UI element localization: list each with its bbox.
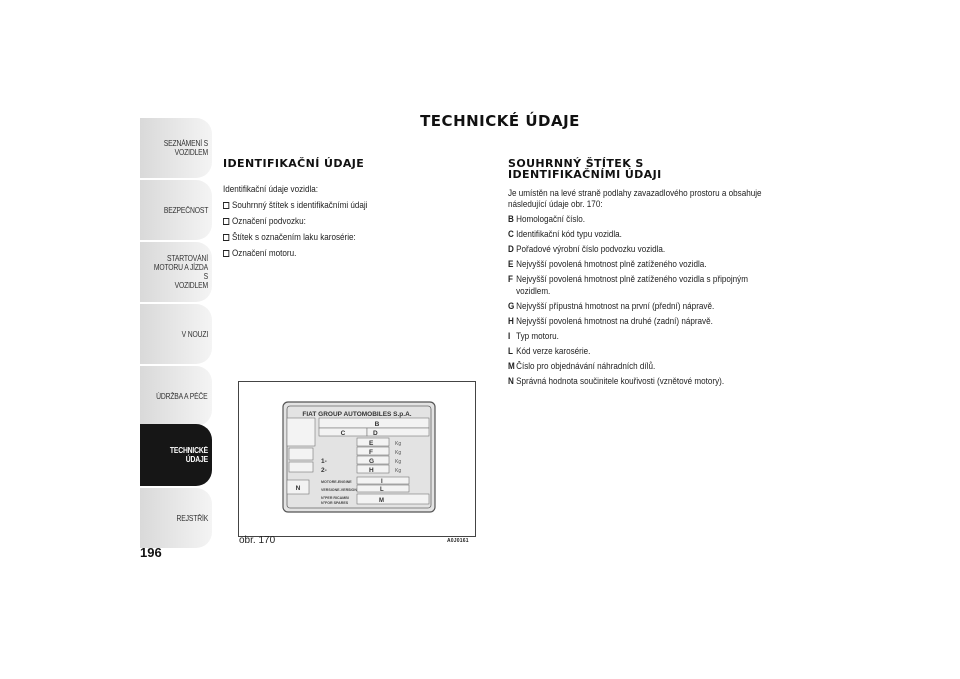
tab-label: ÚDRŽBA A PÉČE xyxy=(156,391,208,401)
checkbox-bullet-icon xyxy=(223,234,229,241)
tab-label: REJSTŘÍK xyxy=(176,513,208,523)
axle-2-label: 2- xyxy=(321,467,327,474)
intro-text: Je umístěn na levé straně podlahy zavazadlového prostoru a obsahuje následující údaje obr. 170: xyxy=(508,188,762,209)
list-item: C Identifikační kód typu vozidla. xyxy=(508,229,622,239)
plate-field-n: N xyxy=(295,485,301,492)
list-item: Souhrnný štítek s identifikačními údaji xyxy=(223,197,457,213)
checkbox-bullet-icon xyxy=(223,250,229,257)
plate-field-f: F xyxy=(369,449,373,456)
tab-udrzba[interactable] xyxy=(140,366,212,426)
unit-kg: Kg xyxy=(395,441,402,447)
tab-bezpecnost[interactable] xyxy=(140,180,212,240)
tab-label: SEZNÁMENÍ S VOZIDLEM xyxy=(163,139,208,157)
plate-field-g: G xyxy=(369,458,375,465)
figure-caption: obr. 170 xyxy=(239,535,276,546)
list-item: Označení podvozku: xyxy=(223,213,457,229)
tab-label: STARTOVÁNÍ MOTORU A JÍZDA S VOZIDLEM xyxy=(153,254,208,290)
plate-field-m: M xyxy=(379,498,384,504)
right-column xyxy=(508,158,788,387)
page-title: TECHNICKÉ ÚDAJE xyxy=(420,112,580,130)
list-item: H Nejvyšší povolená hmotnost na druhé (zadní) nápravě. xyxy=(508,316,713,326)
identification-plate-illustration xyxy=(239,382,475,536)
tab-rejstrik[interactable] xyxy=(140,488,212,548)
tab-v-nouzi[interactable] xyxy=(140,304,212,364)
list-item: Označení motoru. xyxy=(223,245,457,261)
tab-technicke-udaje[interactable] xyxy=(140,424,212,486)
plate-field-h: H xyxy=(369,467,374,474)
plate-field-d: D xyxy=(373,430,378,437)
list-item: M Číslo pro objednávání náhradních dílů. xyxy=(508,361,656,371)
intro-text: Identifikační údaje vozidla: xyxy=(223,184,319,194)
tab-label: TECHNICKÉ ÚDAJE xyxy=(169,446,208,464)
plate-field-i: I xyxy=(381,479,383,485)
tab-label: BEZPEČNOST xyxy=(163,205,208,215)
versione-label: VERSIONE-VERSION xyxy=(321,488,357,492)
figure-code: A0J0161 xyxy=(447,538,469,544)
unit-kg: Kg xyxy=(395,459,402,465)
list-item: F Nejvyšší povolená hmotnost plně zatíženého vozidla s připojným vozidlem. xyxy=(508,274,748,296)
tab-startovani[interactable] xyxy=(140,242,212,302)
list-item: N Správná hodnota součinitele kouřivosti (vznětové motory). xyxy=(508,376,725,386)
unit-kg: Kg xyxy=(395,450,402,456)
plate-field-c: C xyxy=(340,430,346,437)
figure-frame xyxy=(238,381,476,537)
tab-label: V NOUZI xyxy=(181,329,208,339)
tab-seznameni[interactable] xyxy=(140,118,212,178)
plate-field-e: E xyxy=(369,440,374,447)
plate-header: FIAT GROUP AUTOMOBILES S.p.A. xyxy=(302,411,412,418)
page-number: 196 xyxy=(140,545,162,560)
axle-1-label: 1- xyxy=(321,458,327,465)
checkbox-bullet-icon xyxy=(223,202,229,209)
ricambi-label-1: N°PER RICAMBI xyxy=(321,496,349,500)
left-column xyxy=(223,158,483,261)
motore-label: MOTORE-ENGINE xyxy=(321,480,352,484)
list-item: I Typ motoru. xyxy=(508,331,559,341)
plate-field-b: B xyxy=(374,421,380,428)
list-item: G Nejvyšší přípustná hmotnost na první (přední) nápravě. xyxy=(508,301,715,311)
plate-field-l: L xyxy=(380,487,384,493)
list-item: E Nejvyšší povolená hmotnost plně zatíženého vozidla. xyxy=(508,259,707,269)
list-item: L Kód verze karosérie. xyxy=(508,346,591,356)
section-heading: SOUHRNNÝ ŠTÍTEK S IDENTIFIKAČNÍMI ÚDAJI xyxy=(508,157,662,181)
list-item: B Homologační číslo. xyxy=(508,214,585,224)
list-item: Štítek s označením laku karosérie: xyxy=(223,229,457,245)
checkbox-bullet-icon xyxy=(223,218,229,225)
unit-kg: Kg xyxy=(395,468,402,474)
section-heading: IDENTIFIKAČNÍ ÚDAJE xyxy=(223,157,365,170)
ricambi-label-2: N°FOR SPARES xyxy=(321,501,349,505)
list-item: D Pořadové výrobní číslo podvozku vozidla. xyxy=(508,244,666,254)
